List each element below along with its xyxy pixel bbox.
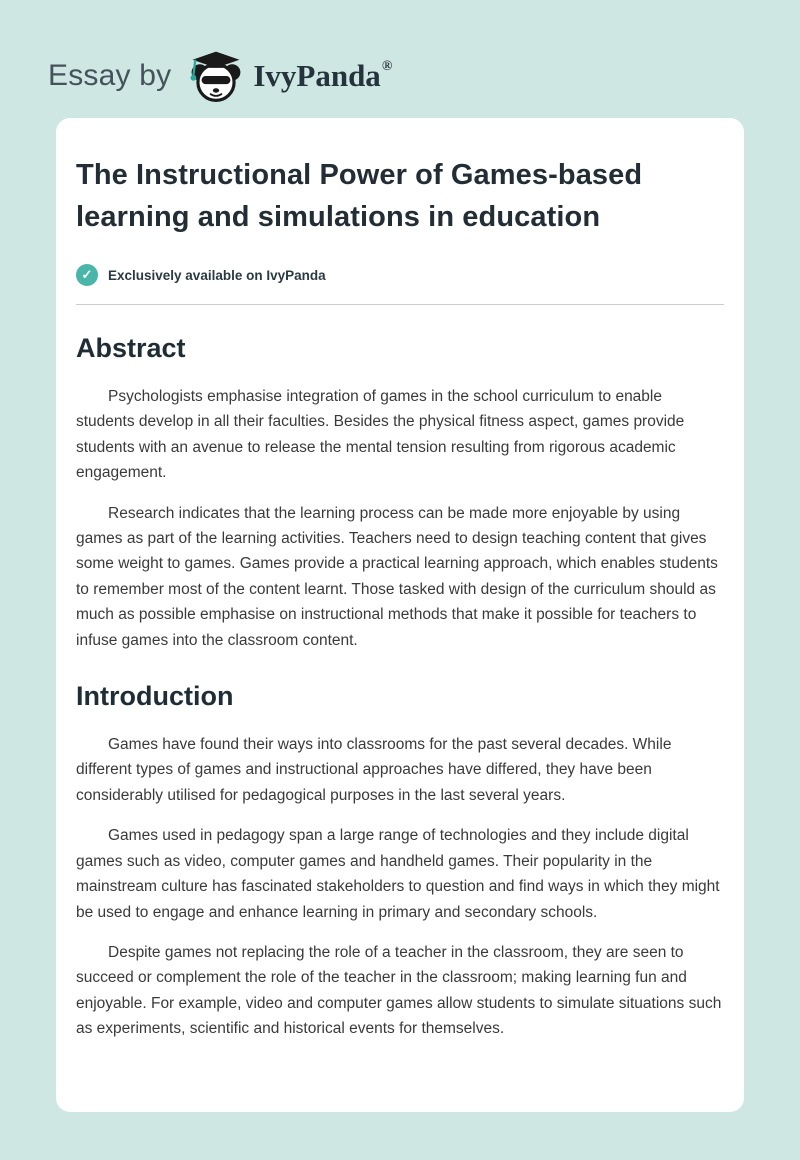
section-heading-abstract: Abstract xyxy=(76,333,186,363)
paragraph-introduction-1: Games have found their ways into classrooms for the past several decades. While different types of games and instructional approaches have differed, they have been considerably utilised for pedagogical purposes in the last several years. xyxy=(76,736,672,804)
registered-mark: ® xyxy=(381,59,393,74)
panda-graduate-icon xyxy=(187,48,245,104)
availability-row xyxy=(76,264,724,286)
essay-by-label: Essay by xyxy=(48,59,172,92)
check-icon: ✓ xyxy=(76,264,98,286)
paragraph-abstract-1: Psychologists emphasise integration of games in the school curriculum to enable students develop in all their faculties. Besides the physical fitness aspect, games provide students with an avenue to release the mental tension resulting from rigorous academic engagement. xyxy=(76,388,685,482)
paragraph-introduction-3: Despite games not replacing the role of a teacher in the classroom, they are seen to succeed or complement the role of the teacher in the classroom; making learning fun and enjoyable. For example, video and computer games allow students to simulate situations such as experiments, scientific and historical events for themselves. xyxy=(76,943,722,1038)
essay-title: The Instructional Power of Games-based learning and simulations in education xyxy=(76,159,643,233)
site-header xyxy=(0,0,800,118)
paragraph-abstract-2: Research indicates that the learning process can be made more enjoyable by using games as part of the learning activities. Teachers need to design teaching content that gives some weight to games. Games provide a practical learning approach, which enables students to remember most of the content learnt. Those tasked with design of the curriculum should as much as possible emphasise on instructional methods that make it possible for teachers to infuse games into the classroom content. xyxy=(76,504,718,649)
essay-card xyxy=(56,118,744,1112)
ivypanda-logo xyxy=(187,48,392,104)
divider xyxy=(76,304,724,305)
section-heading-introduction: Introduction xyxy=(76,681,234,712)
availability-label: Exclusively available on IvyPanda xyxy=(108,267,326,283)
paragraph-introduction-2: Games used in pedagogy span a large range of technologies and they include digital games such as video, computer games and handheld games. Their popularity in the mainstream culture has fascinated stakeholders to question and find ways in which they might be used to engage and enhance learning in primary and secondary schools. xyxy=(76,827,720,921)
brand-name: IvyPanda xyxy=(253,58,381,93)
